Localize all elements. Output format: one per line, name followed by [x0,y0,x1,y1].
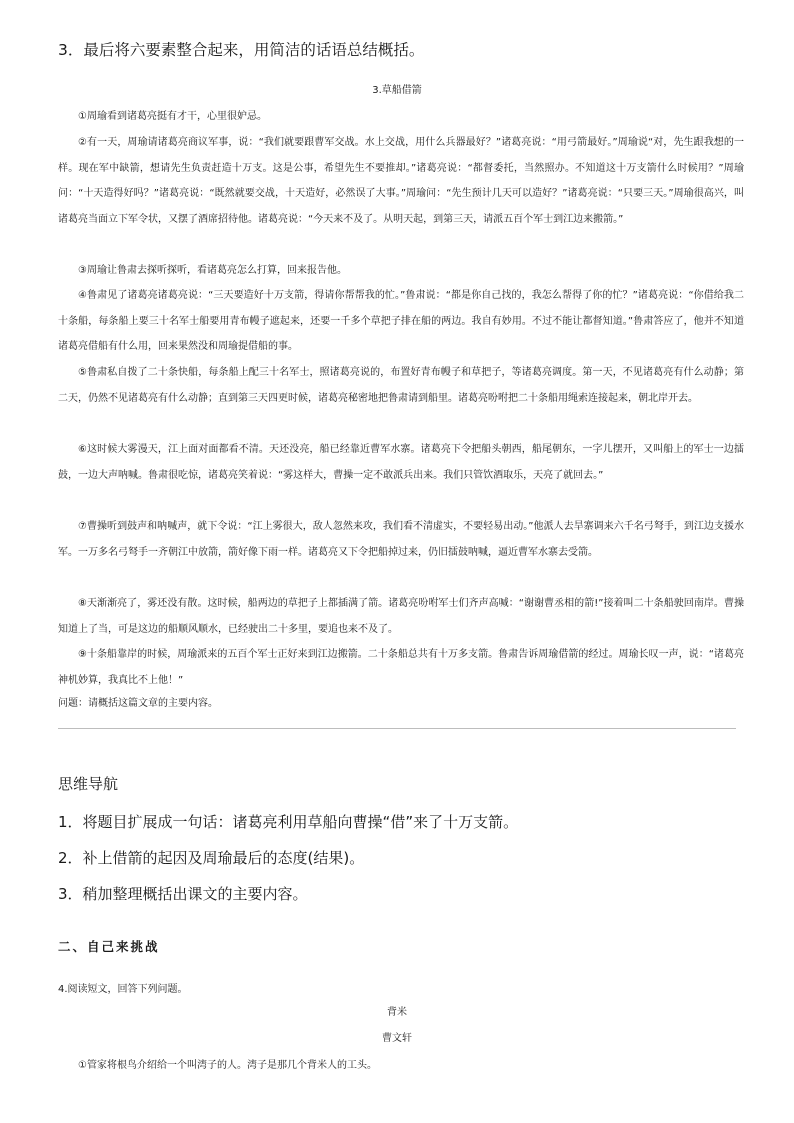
section-heading: 二、自己来挑战 [58,939,160,954]
passage-paragraph-8: ⑧天渐渐亮了，雾还没有散。这时候，船两边的草把子上都插满了箭。诸葛亮吩咐军士们齐声高喊：“谢谢曹丞相的箭!”接着叫二十条船驶回南岸。曹操知道上了当，可是这边的船顺风顺水，已经驶出二十多里，要追也来不及了。 [58,598,744,635]
story-paragraph-1: ①管家将根鸟介绍给一个叫湾子的人。湾子是那几个背米人的工头。 [78,1060,377,1071]
passage-title: 3.草船借箭 [372,85,422,96]
passage-paragraph-9: ⑨十条船靠岸的时候，周瑜派来的五百个军士正好来到江边搬箭。二十条船总共有十万多支箭。鲁肃告诉周瑜借箭的经过。周瑜长叹一声，说：“诸葛亮神机妙算，我真比不上他！” [58,649,744,686]
guide-step-3: 3．稍加整理概括出课文的主要内容。 [58,885,308,903]
passage-paragraph-3: ③周瑜让鲁肃去探听探听，看诸葛亮怎么打算，回来报告他。 [78,265,347,276]
guide-heading: 思维导航 [58,775,119,793]
story-author: 曹文轩 [382,1033,412,1044]
guide-step-2: 2．补上借箭的起因及周瑜最后的态度(结果)。 [58,849,365,867]
summary-step-3: 3．最后将六要素整合起来，用简洁的话语总结概括。 [58,41,425,59]
passage-paragraph-7: ⑦曹操听到鼓声和呐喊声，就下令说：“江上雾很大，敌人忽然来攻，我们看不清虚实，不要轻易出动。”他派人去旱寨调来六千名弓弩手，到江边支援水军。一万多名弓弩手一齐朝江中放箭，箭好像下雨一样。诸葛亮又下令把船掉过来，仍旧擂鼓呐喊，逼近曹军水寨去受箭。 [58,521,744,558]
passage-paragraph-5: ⑤鲁肃私自拨了二十条快船，每条船上配三十名军士，照诸葛亮说的，布置好青布幔子和草把子，等诸葛亮调度。第一天，不见诸葛亮有什么动静；第二天，仍然不见诸葛亮有什么动静；直到第三天四更时候，诸葛亮秘密地把鲁肃请到船里。诸葛亮吩咐把二十条船用绳索连接起来，朝北岸开去。 [58,367,744,404]
question-text: 问题：请概括这篇文章的主要内容。 [58,698,218,709]
section-divider [58,728,736,729]
reading-prompt: 4.阅读短文，回答下列问题。 [58,984,188,995]
passage-paragraph-6: ⑥这时候大雾漫天，江上面对面都看不清。天还没亮，船已经靠近曹军水寨。诸葛亮下令把船头朝西，船尾朝东，一字儿摆开，又叫船上的军士一边擂鼓，一边大声呐喊。鲁肃很吃惊，诸葛亮笑着说：“雾这样大，曹操一定不敢派兵出来。我们只管饮酒取乐，天亮了就回去。” [58,444,744,481]
story-title: 背米 [387,1007,407,1018]
guide-step-1: 1．将题目扩展成一句话：诸葛亮利用草船向曹操“借”来了十万支箭。 [58,813,519,831]
passage-paragraph-2: ②有一天，周瑜请诸葛亮商议军事，说：“我们就要跟曹军交战。水上交战，用什么兵器最好？”诸葛亮说：“用弓箭最好。”周瑜说“对，先生跟我想的一样。现在军中缺箭，想请先生负责赶造十万支。这是公事，希望先生不要推却。”诸葛亮说：“都督委托，当然照办。不知道这十万支箭什么时候用？”周瑜问：“十天造得好吗？”诸葛亮说：“既然就要交战，十天造好，必然误了大事。”周瑜问：“先生预计几天可以造好？”诸葛亮说：“只要三天。”周瑜很高兴，叫诸葛亮当面立下军令状，又摆了酒席招待他。诸葛亮说：“今天来不及了。从明天起，到第三天，请派五百个军士到江边来搬箭。” [58,137,744,225]
passage-paragraph-1: ①周瑜看到诸葛亮挺有才干，心里很妒忌。 [78,111,267,122]
passage-paragraph-4: ④鲁肃见了诸葛亮诸葛亮说：“三天要造好十万支箭，得请你帮帮我的忙。”鲁肃说：“都是你自己找的，我怎么帮得了你的忙？”诸葛亮说：“你借给我二十条船，每条船上要三十名军士船要用青布幔子遮起来，还要一千多个草把子排在船的两边。我自有妙用。不过不能让都督知道。”鲁肃答应了，他并不知道诸葛亮借船有什么用，回来果然没和周瑜提借船的事。 [58,290,744,352]
